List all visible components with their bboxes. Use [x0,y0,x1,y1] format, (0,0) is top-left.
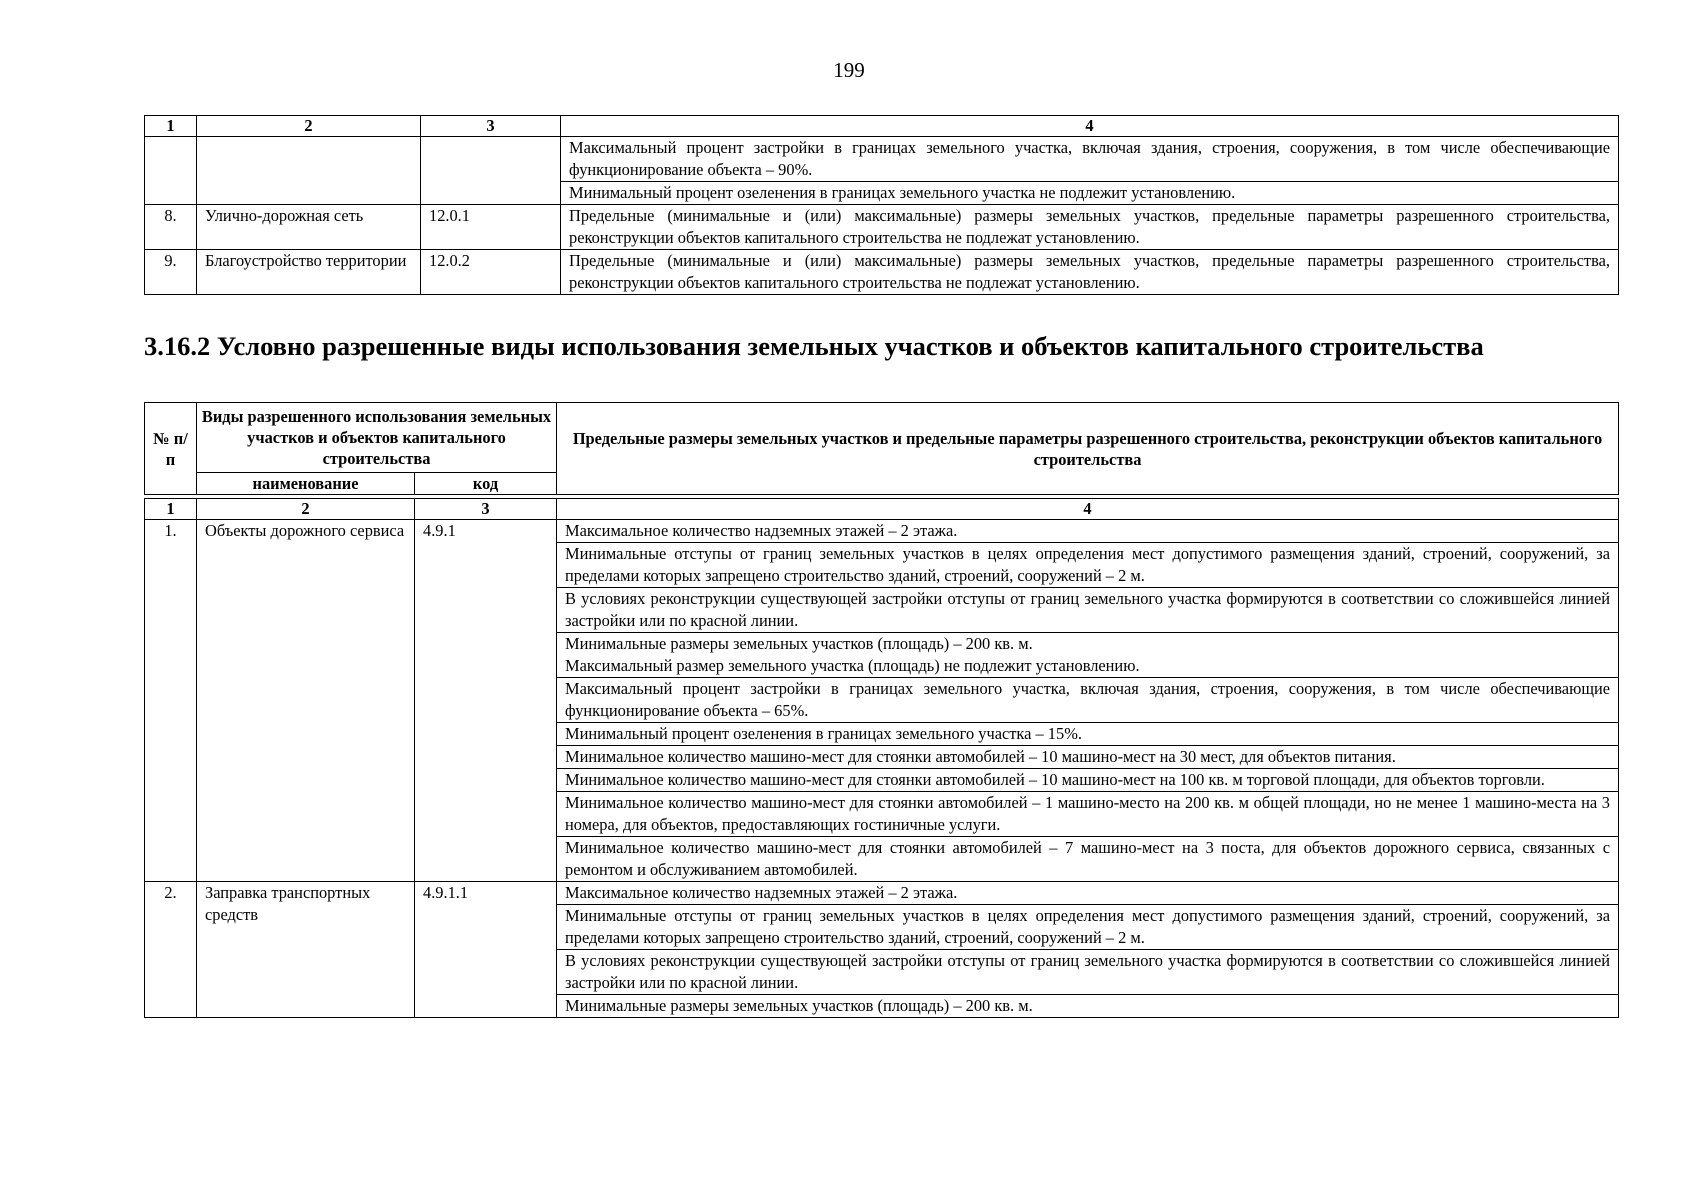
page-number: 199 [833,58,865,82]
row-param: Минимальное количество машино-мест для стоянки автомобилей – 7 машино-мест на 3 поста, для объектов дорожного сервиса, связанных с ремонтом и обслуживанием автомобилей. [557,837,1619,882]
bottom-table-body [145,403,1619,1018]
row-name: Заправка транспортных средств [197,882,415,1018]
row-param: Минимальный процент озеленения в границах земельного участка не подлежит установлению. [561,182,1619,205]
column-number-row [145,499,1619,520]
header-code: код [415,473,557,495]
row-param: Минимальное количество машино-мест для стоянки автомобилей – 1 машино-место на 200 кв. м общей площади, но не менее 1 машино-места на 3 номера, для объектов, предоставляющих гостиничные услуги. [557,792,1619,837]
table-row [145,137,1619,182]
row-code: 4.9.1 [415,520,557,882]
row-number: 2. [145,882,197,1018]
row-param: Минимальное количество машино-мест для стоянки автомобилей – 10 машино-мест на 30 мест, для объектов питания. [557,746,1619,769]
row-param: Минимальный процент озеленения в границах земельного участка – 15%. [557,723,1619,746]
row-name: Объекты дорожного сервиса [197,520,415,882]
row-code: 12.0.2 [421,250,561,295]
row-param: В условиях реконструкции существующей застройки отступы от границ земельного участка формируются в соответствии со сложившейся линией застройки или по красной линии. [557,950,1619,995]
section-heading: 3.16.2 Условно разрешенные виды использования земельных участков и объектов капитального строительства [144,331,1484,361]
row-number: 9. [145,250,197,295]
row-param: В условиях реконструкции существующей застройки отступы от границ земельного участка формируются в соответствии со сложившейся линией застройки или по красной линии. [557,588,1619,633]
row-param: Предельные (минимальные и (или) максимальные) размеры земельных участков, предельные параметры разрешенного строительства, реконструкции объектов капитального строительства не подлежат установлению. [561,250,1619,295]
row-param: Предельные (минимальные и (или) максимальные) размеры земельных участков, предельные параметры разрешенного строительства, реконструкции объектов капитального строительства не подлежат установлению. [561,205,1619,250]
row-param: Минимальные отступы от границ земельных участков в целях определения мест допустимого размещения зданий, строений, сооружений, за пределами которых запрещено строительство зданий, строений, сооружений – 2 м. [557,905,1619,950]
row-param: Минимальные размеры земельных участков (площадь) – 200 кв. м. Максимальный размер земельного участка (площадь) не подлежит установлению. [557,633,1619,678]
row-code [421,137,561,205]
bottom-table [144,402,1619,1018]
column-number: 2 [197,116,421,137]
table-row [145,250,1619,295]
header-types-group: Виды разрешенного использования земельных участков и объектов капитального строительства [197,403,557,473]
column-number: 2 [197,499,415,520]
column-number: 4 [561,116,1619,137]
row-param: Максимальное количество надземных этажей – 2 этажа. [557,520,1619,543]
row-param: Максимальный процент застройки в границах земельного участка, включая здания, строения, сооружения, в том числе обеспечивающие функционирование объекта – 65%. [557,678,1619,723]
header-num: № п/п [145,403,197,495]
header-row [145,403,1619,473]
table-row [145,882,1619,905]
header-name: наименование [197,473,415,495]
top-table [144,115,1619,295]
row-number [145,137,197,205]
row-param: Максимальное количество надземных этажей – 2 этажа. [557,882,1619,905]
row-param: Минимальные размеры земельных участков (площадь) – 200 кв. м. [557,995,1619,1018]
row-number: 8. [145,205,197,250]
row-name: Улично-дорожная сеть [197,205,421,250]
column-number: 1 [145,116,197,137]
header-params: Предельные размеры земельных участков и предельные параметры разрешенного строительства, реконструкции объектов капитального строительства [557,403,1619,495]
column-number: 3 [415,499,557,520]
row-param: Минимальное количество машино-мест для стоянки автомобилей – 10 машино-мест на 100 кв. м торговой площади, для объектов торговли. [557,769,1619,792]
column-number: 4 [557,499,1619,520]
column-number: 3 [421,116,561,137]
row-param: Максимальный процент застройки в границах земельного участка, включая здания, строения, сооружения, в том числе обеспечивающие функционирование объекта – 90%. [561,137,1619,182]
row-name: Благоустройство территории [197,250,421,295]
row-code: 4.9.1.1 [415,882,557,1018]
row-name [197,137,421,205]
column-number: 1 [145,499,197,520]
row-number: 1. [145,520,197,882]
top-table-body [145,116,1619,295]
table-row [145,205,1619,250]
column-number-row [145,116,1619,137]
row-code: 12.0.1 [421,205,561,250]
table-row [145,520,1619,543]
row-param: Минимальные отступы от границ земельных участков в целях определения мест допустимого размещения зданий, строений, сооружений, за пределами которых запрещено строительство зданий, строений, сооружений – 2 м. [557,543,1619,588]
